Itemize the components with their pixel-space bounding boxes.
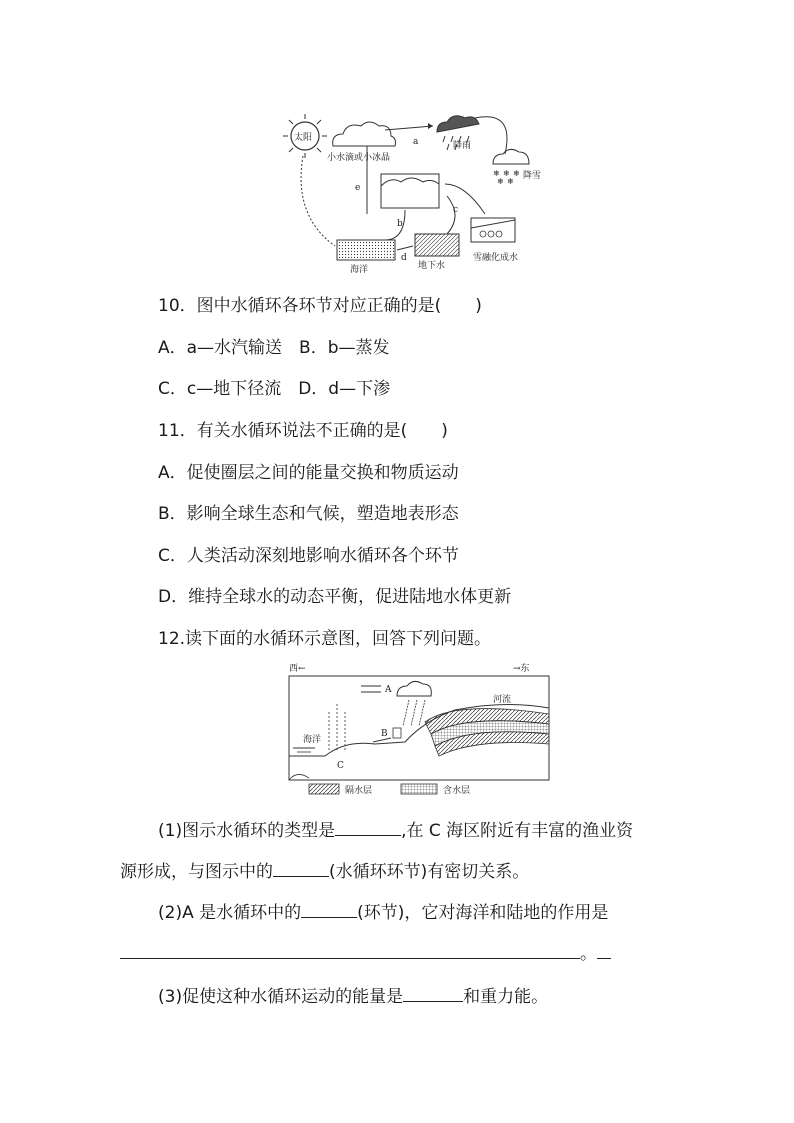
rain-label: 降雨 — [453, 141, 472, 151]
ocean-block — [337, 240, 395, 260]
q12-part3-text-a: (3)促使这种水循环运动的能量是 — [158, 987, 404, 1007]
svg-text:❄: ❄ — [493, 169, 500, 178]
q11-option-b: B．影响全球生态和气候，塑造地表形态 — [158, 504, 459, 524]
q10-stem: 10．图中水循环各环节对应正确的是( ) — [158, 296, 482, 316]
q12-part1-blank-type[interactable] — [335, 817, 401, 836]
groundwater-block — [415, 234, 459, 256]
q11-option-d: D．维持全球水的动态平衡，促进陆地水体更新 — [158, 587, 512, 607]
q12-part1-blank-stage[interactable] — [273, 858, 329, 877]
sun-label: 太阳 — [294, 133, 313, 143]
legend-aquiclude-swatch — [309, 784, 339, 794]
q10-option-line-1: A．a—水汽输送 B．b—蒸发 — [158, 338, 390, 358]
snow-cloud-icon — [493, 149, 529, 164]
svg-text:❄: ❄ — [497, 177, 504, 186]
q10-option-line-2: C．c—地下径流 D．d—下渗 — [158, 379, 391, 399]
rain-cloud-icon — [437, 116, 479, 132]
svg-text:❄: ❄ — [503, 169, 510, 178]
label-b: b — [397, 219, 403, 229]
snowflakes-icon — [493, 169, 520, 186]
q12-part2-end: 。 — [580, 944, 597, 964]
ocean-label: 海洋 — [350, 265, 369, 275]
river-label: 河流 — [493, 695, 512, 705]
q11-stem: 11．有关水循环说法不正确的是( ) — [158, 421, 448, 441]
label-a: a — [413, 137, 419, 147]
q12-part1-text-a: (1)图示水循环的类型是 — [158, 821, 336, 841]
water-cycle-diagram — [275, 100, 555, 275]
q12-part2-blank-stage[interactable] — [301, 899, 357, 918]
q12-part3-text-b: 和重力能。 — [463, 987, 549, 1007]
land-block — [381, 174, 439, 208]
droplets-label: 小水滴或小冰晶 — [327, 153, 391, 163]
q12-part2-text-b: (环节)，它对海洋和陆地的作用是 — [357, 903, 609, 923]
cloud-icon — [333, 122, 396, 146]
q12-part1-line1 — [158, 817, 633, 842]
q12-part2-blank-effect[interactable] — [120, 940, 580, 959]
snow-label: 降雪 — [523, 171, 542, 181]
q11-option-a: A．促使圈层之间的能量交换和物质运动 — [158, 463, 459, 483]
label-d: d — [401, 253, 407, 263]
q12-part3-blank-energy[interactable] — [403, 983, 463, 1002]
q12-part1-line2 — [120, 858, 529, 883]
q12-stem: 12.读下面的水循环示意图，回答下列问题。 — [158, 629, 492, 649]
svg-text:❄: ❄ — [507, 177, 514, 186]
q12-part1-text-b: ,在 C 海区附近有丰富的渔业资 — [401, 821, 634, 841]
label-C: C — [337, 761, 344, 771]
q12-part1-text-c: 源形成，与图示中的 — [120, 862, 273, 882]
label-c: c — [453, 205, 459, 215]
east-label: →东 — [513, 664, 530, 674]
q12-part3-line — [158, 983, 548, 1008]
q12-part2-line2 — [120, 940, 611, 965]
label-e: e — [355, 183, 361, 193]
legend-aquifer-label: 含水层 — [443, 786, 471, 796]
legend-aquifer-swatch — [401, 784, 437, 794]
q11-option-c: C．人类活动深刻地影响水循环各个环节 — [158, 546, 459, 566]
svg-text:❄: ❄ — [513, 169, 520, 178]
sea-land-cycle-diagram — [285, 660, 555, 800]
label-A: A — [385, 685, 392, 695]
groundwater-label: 地下水 — [418, 261, 446, 271]
q12-part2-text-a: (2)A 是水循环中的 — [158, 903, 302, 923]
legend-aquiclude-label: 隔水层 — [345, 786, 373, 796]
q12-part1-text-d: (水循环环节)有密切关系。 — [329, 862, 530, 882]
label-B: B — [381, 729, 388, 739]
q12-part2-line1 — [158, 899, 608, 924]
west-label: 西← — [289, 664, 306, 674]
ocean-label: 海洋 — [303, 735, 322, 745]
snowmelt-label: 雪融化成水 — [473, 253, 519, 263]
